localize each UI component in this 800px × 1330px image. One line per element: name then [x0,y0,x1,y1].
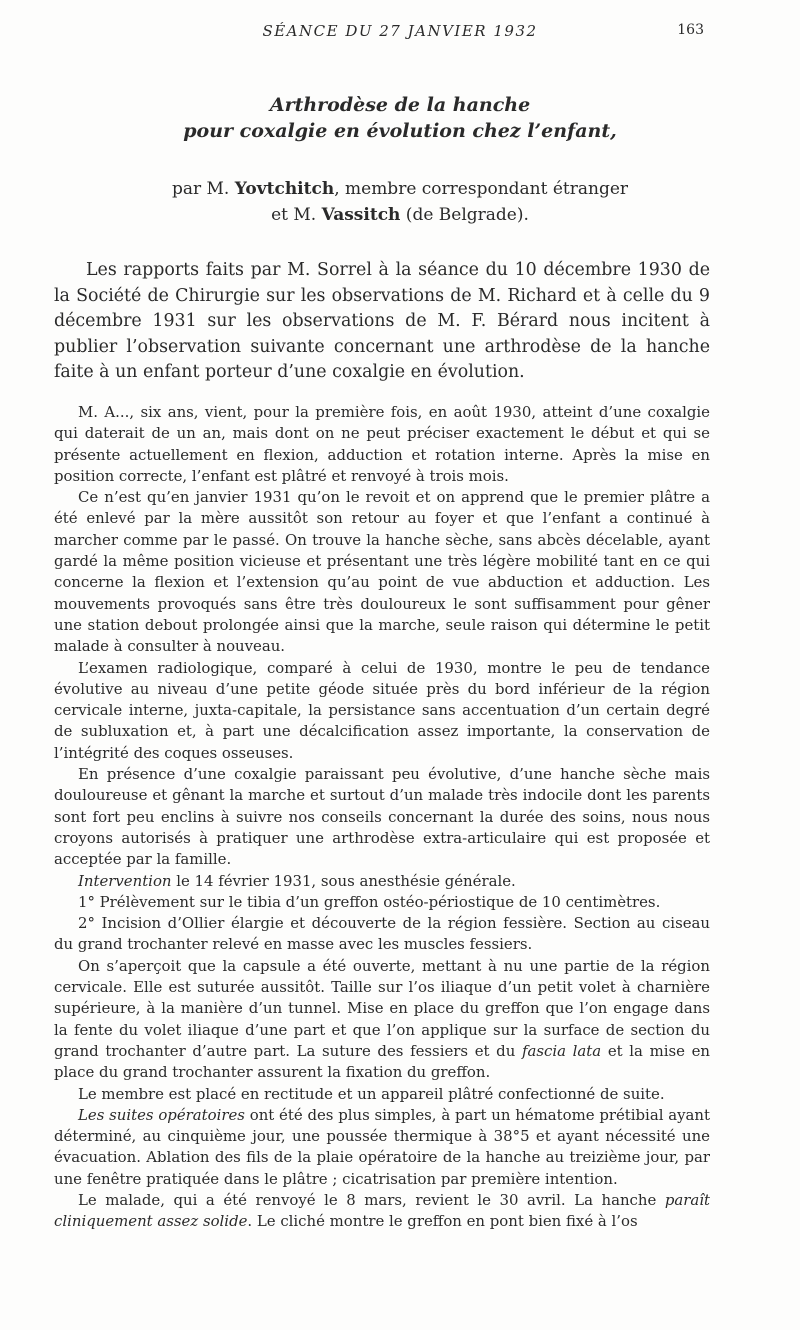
paragraph-step-2: 2° Incision d’Ollier élargie et découverte de la région fessière. Section au ciseau du grand trochanter relevé en masse avec les muscles fessiers. [54,914,710,954]
author-prefix-1: par M. [171,179,230,199]
outcome-text-b: . Le cliché montre le greffon en pont bien fixé à l’os [247,1212,638,1231]
paragraph-indication: En présence d’une coxalgie paraissant peu évolutive, d’une hanche sèche mais douloureuse et gênant la marche et surtout d’un malade très indocile dont les parents sont fort peu enclins à suivre nos conseils concernant la durée des soins, nous nous croyons autorisés à pratiquer une arthrodèse extra-articulaire qui est proposée et acceptée par la famille. [54,765,710,869]
capsule-text-a: On s’aperçoit que la capsule a été ouverte, mettant à nu une partie de la région cervicale. Elle est suturée aussitôt. Taille sur l’os iliaque d’un petit volet à charnière supérieure, à la manière d’un tunnel. Mise en place du greffon que l’on engage dans la fente du volet iliaque d’une part et que l’on applique sur la surface de section du grand trochanter d’autre part. La suture des fessiers et du [54,956,710,1060]
paragraph-case-history: M. A..., six ans, vient, pour la première fois, en août 1930, atteint d’une coxalgie qui daterait de un an, mais dont on ne peut préciser exactement le début et qui se présente actuellement en flexion, adduction et rotation interne. Après la mise en position correcte, l’enfant est plâtré et renvoyé à trois mois. [54,403,710,485]
author-affiliation-1: , membre correspondant étranger [334,179,629,199]
paragraph-postoperative [54,1105,710,1190]
paragraph-outcome [54,1190,710,1233]
author-name-1: Yovtchitch [234,179,335,199]
author-name-2: Vassitch [321,205,401,225]
author-prefix-2: et M. [271,205,317,225]
case-report [54,402,710,1233]
title-line-2: pour coxalgie en évolution chez l’enfant, [183,120,617,142]
fascia-lata-term: fascia lata [521,1041,602,1060]
title-line-1: Arthrodèse de la hanche [269,94,531,116]
intervention-text: le 14 février 1931, sous anesthésie générale. [171,871,516,890]
outcome-text-a: Le malade, qui a été renvoyé le 8 mars, revient le 30 avril. La hanche [78,1190,665,1209]
paragraph-capsule [54,956,710,1084]
paragraph-step-1: 1° Prélèvement sur le tibia d’un greffon ostéo-périostique de 10 centimètres. [78,892,661,911]
capsule-text-b: et la mise en place du grand trochanter assurent la fixation du greffon. [54,1041,711,1082]
paragraph-follow-up: Ce n’est qu’en janvier 1931 qu’on le revoit et on apprend que le premier plâtre a été enlevé par la mère aussitôt son retour au foyer et que l’enfant a continué à marcher comme par le passé. On trouve la hanche sèche, sans abcès décelable, ayant gardé la même position vicieuse et présentant une très légère mobilité tant en ce qui concerne la flexion et l’extension qu’au point de vue abduction et adduction. Les mouvements provoqués sans être très douloureux le sont suffisamment pour gêner une station debout prolongée ainsi que la marche, seule raison qui détermine le petit malade à consulter à nouveau. [54,488,710,656]
article-title [40,92,760,144]
paragraph-intervention [54,871,710,892]
intervention-label: Intervention [78,871,172,890]
running-head [40,22,760,44]
author-line-1 [40,176,760,202]
author-line-2 [40,202,760,228]
paragraph-cast: Le membre est placé en rectitude et un appareil plâtré confectionné de suite. [78,1084,665,1103]
outcome-emphasis: paraît cliniquement assez solide [54,1190,710,1231]
paragraph-radiology: L’examen radiologique, comparé à celui de 1930, montre le peu de tendance évolutive au niveau d’une petite géode située près du bord inférieur de la région cervicale interne, juxta-capitale, la persistance sans accentuation d’un certain degré de subluxation et, à part une décalcification assez importante, la conservation de l’intégrité des coques osseuses. [54,658,710,762]
postoperative-label: Les suites opératoires [78,1105,245,1124]
page-number: 163 [677,22,704,38]
intro-section [54,258,710,386]
intro-paragraph: Les rapports faits par M. Sorrel à la séance du 10 décembre 1930 de la Société de Chirurgie sur les observations de M. Richard et à celle du 9 décembre 1931 sur les observations de M. F. Bérard nous incitent à publier l’observation suivante concernant une arthrodèse de la hanche faite à un enfant porteur d’une coxalgie en évolution. [54,260,710,382]
postoperative-text: ont été des plus simples, à part un hématome prétibial ayant déterminé, au cinquième jour, une poussée thermique à 38°5 et ayant nécessité une évacuation. Ablation des fils de la plaie opératoire de la hanche au treizième jour, par une fenêtre pratiquée dans le plâtre ; cicatrisation par première intention. [54,1105,710,1188]
author-affiliation-2: (de Belgrade). [400,205,529,225]
author-block [40,176,760,228]
running-title: SÉANCE DU 27 JANVIER 1932 [262,22,538,40]
